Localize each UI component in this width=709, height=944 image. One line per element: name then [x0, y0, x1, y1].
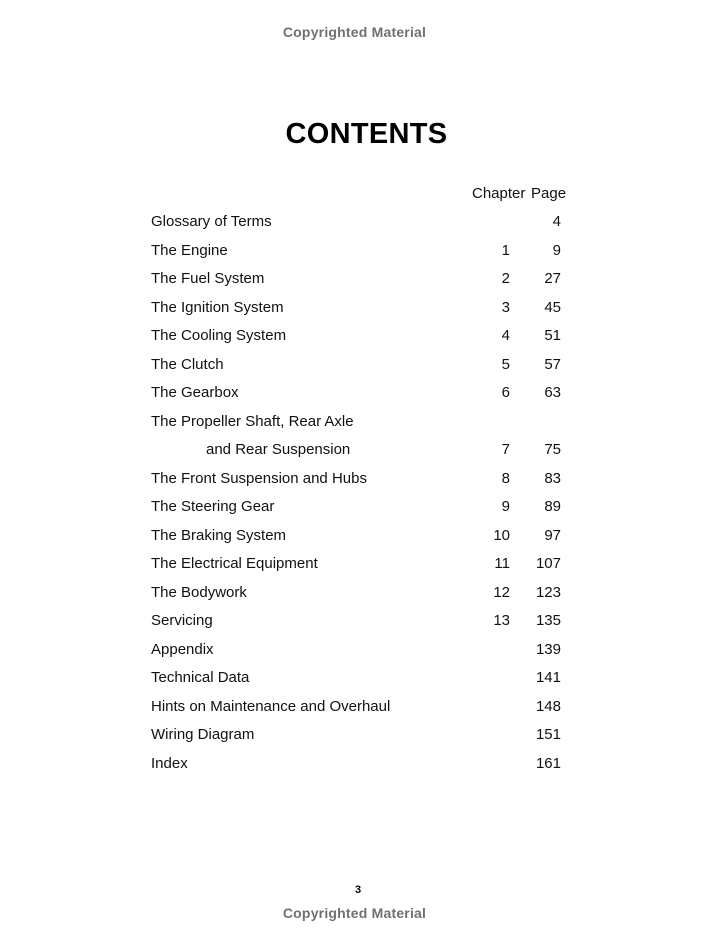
toc-entry: [0, 584, 709, 613]
toc-entry-chapter: 2: [501, 270, 510, 287]
toc-entry-page: 123: [535, 583, 561, 601]
toc-entry: [0, 441, 709, 470]
toc-entry-page: 83: [544, 469, 561, 487]
toc-entry-page: 27: [544, 270, 561, 287]
toc-entry: [0, 527, 709, 556]
toc-entry-page: 107: [535, 555, 561, 572]
copyright-watermark-bottom: Copyrighted Material: [282, 905, 427, 921]
toc-entry-title: The Propeller Shaft, Rear Axle: [151, 412, 354, 430]
toc-entry-chapter: 10: [493, 526, 510, 544]
toc-entry-title: Wiring Diagram: [151, 726, 255, 743]
toc-entry-title: The Electrical Equipment: [151, 555, 318, 572]
toc-entry-chapter: 5: [501, 355, 510, 373]
toc-entry-chapter: 9: [501, 498, 510, 515]
toc-column-headers: [0, 185, 709, 205]
page-column-header: Page: [531, 185, 567, 202]
toc-entry: [0, 498, 709, 527]
toc-entry-chapter: 4: [501, 327, 510, 344]
toc-entry-chapter: 7: [501, 441, 510, 458]
toc-entry: [0, 384, 709, 413]
toc-entry-page: 4: [552, 213, 561, 230]
toc-entry: [0, 669, 709, 698]
toc-entry-page: 89: [544, 498, 561, 515]
toc-entry: [0, 242, 709, 271]
toc-entry-title: The Braking System: [151, 526, 287, 544]
toc-entry-page: 148: [535, 697, 561, 715]
toc-entry-page: 151: [535, 726, 561, 743]
toc-entry: [0, 470, 709, 499]
toc-entry-page: 51: [544, 327, 561, 344]
toc-entry: [0, 270, 709, 299]
toc-entry: [0, 641, 709, 670]
page-title: CONTENTS: [285, 118, 448, 150]
toc-entry-chapter: 8: [501, 469, 510, 487]
toc-entry-chapter: 12: [493, 583, 510, 601]
toc-entry-title: Index: [151, 754, 188, 772]
copyright-watermark-top: Copyrighted Material: [282, 24, 427, 40]
toc-entry: [0, 213, 709, 242]
toc-entry-page: 97: [544, 526, 561, 544]
toc-entry: [0, 299, 709, 328]
toc-entry-chapter: 3: [501, 298, 510, 316]
toc-entry-title: Hints on Maintenance and Overhaul: [151, 697, 391, 715]
toc-entry-title: The Engine: [151, 241, 228, 259]
toc-entry-title: The Clutch: [151, 355, 224, 373]
toc-entry-title: Technical Data: [151, 669, 250, 686]
toc-entry-title: The Cooling System: [151, 327, 287, 344]
toc-entry: [0, 726, 709, 755]
toc-entry-title: and Rear Suspension: [206, 441, 351, 458]
toc-entry: [0, 413, 709, 442]
toc-entry-title: The Fuel System: [151, 270, 265, 287]
chapter-column-header: Chapter: [472, 185, 526, 202]
table-of-contents: [0, 213, 709, 783]
toc-entry-title: The Bodywork: [151, 583, 247, 601]
toc-entry-page: 45: [544, 298, 561, 316]
toc-entry-title: The Ignition System: [151, 298, 284, 316]
toc-entry: [0, 555, 709, 584]
toc-entry-page: 63: [544, 384, 561, 401]
toc-entry-title: Appendix: [151, 640, 214, 658]
page-number: 3: [354, 884, 362, 896]
toc-entry-page: 135: [535, 612, 561, 629]
toc-entry-page: 139: [535, 640, 561, 658]
toc-entry-page: 161: [535, 754, 561, 772]
toc-entry-title: The Gearbox: [151, 384, 239, 401]
toc-entry-chapter: 1: [501, 241, 510, 259]
toc-entry: [0, 698, 709, 727]
toc-entry-chapter: 11: [494, 555, 510, 572]
toc-entry-chapter: 6: [501, 384, 510, 401]
toc-entry: [0, 356, 709, 385]
toc-entry-title: The Front Suspension and Hubs: [151, 469, 367, 487]
toc-entry: [0, 755, 709, 784]
toc-entry-page: 9: [552, 241, 561, 259]
toc-entry-page: 141: [535, 669, 561, 686]
toc-entry-title: The Steering Gear: [151, 498, 275, 515]
toc-entry-chapter: 13: [493, 612, 510, 629]
toc-entry-page: 57: [544, 355, 561, 373]
toc-entry: [0, 612, 709, 641]
toc-entry-page: 75: [544, 441, 561, 458]
toc-entry: [0, 327, 709, 356]
toc-entry-title: Servicing: [151, 612, 213, 629]
toc-entry-title: Glossary of Terms: [151, 213, 272, 230]
